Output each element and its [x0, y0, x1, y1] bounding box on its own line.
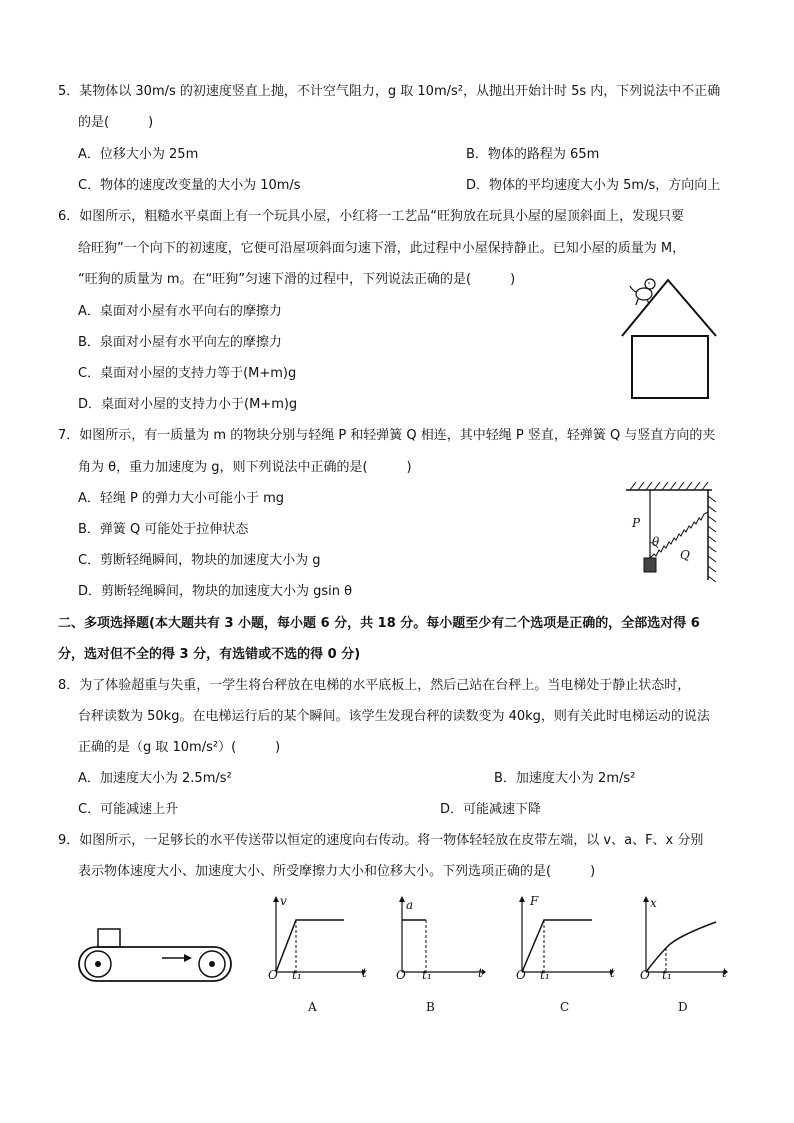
section2-header: 二、多项选择题(本大题共有 3 小题，每小题 6 分，共 18 分。每小题至少有二个选项是正确的，全部选对得 6: [58, 616, 700, 631]
q5-option-c: C．物体的速度改变量的大小为 10m/s: [78, 178, 301, 193]
q7-option-c: C．剪断轻绳瞬间，物块的加速度大小为 g: [78, 553, 321, 568]
q9-stem-cont: 表示物体速度大小、加速度大小、所受摩擦力大小和位移大小。下列选项正确的是( ): [78, 864, 596, 879]
q8-stem-cont2: 正确的是（g 取 10m/s²）( ): [78, 740, 281, 755]
graph-d-option: D: [678, 1000, 688, 1014]
q7-spring-figure: [622, 480, 722, 584]
q8-option-c: C．可能减速上升: [78, 802, 179, 817]
graph-c-ylabel: F: [530, 894, 539, 908]
graph-d-origin: O: [640, 968, 650, 982]
conveyor-belt-figure: [80, 925, 230, 985]
block-m: [644, 558, 656, 572]
graph-a-option: A: [308, 1000, 317, 1014]
q6-option-c: C．桌面对小屋的支持力等于(M+m)g: [78, 366, 297, 381]
q5-stem-cont: 的是( ): [78, 115, 154, 130]
q5-option-b: B．物体的路程为 65m: [466, 147, 600, 162]
house-body: [632, 336, 708, 398]
q5-option-a: A．位移大小为 25m: [78, 147, 199, 162]
graph-b-origin: O: [396, 968, 406, 982]
graph-a-xlabel: t: [362, 966, 367, 980]
q7-option-d: D．剪断轻绳瞬间，物块的加速度大小为 gsin θ: [78, 584, 353, 599]
graph-a: [266, 896, 366, 978]
q6-option-b: B．泉面对小屋有水平向左的摩擦力: [78, 335, 282, 350]
q8-option-a: A．加速度大小为 2.5m/s²: [78, 771, 232, 786]
q5-stem: 5．某物体以 30m/s 的初速度竖直上抛，不计空气阻力，g 取 10m/s²，从抛出开始计时 5s 内，下列说法中不正确: [58, 84, 721, 99]
q8-option-b: B．加速度大小为 2m/s²: [494, 771, 636, 786]
q6-stem-cont: 给旺狗”一个向下的初速度，它便可沿屋项斜面匀速下滑，此过程中小屋保持静止。已知小屋的质量为 M，: [78, 241, 686, 256]
section2-header-cont: 分，选对但不全的得 3 分，有选错或不选的得 0 分): [58, 647, 361, 662]
label-theta: θ: [652, 535, 660, 549]
graph-c-xlabel: t: [610, 966, 615, 980]
q6-house-figure: [618, 270, 722, 400]
graph-b-t1: t₁: [422, 968, 432, 982]
house-roof: [622, 280, 716, 336]
graph-a-ylabel: v: [280, 894, 287, 908]
graph-d-ylabel: x: [650, 896, 657, 910]
q5-option-d: D．物体的平均速度大小为 5m/s，方向向上: [466, 178, 721, 193]
label-p: P: [632, 516, 641, 530]
graph-c-option: C: [560, 1000, 570, 1014]
q6-stem: 6．如图所示，粗糙水平桌面上有一个玩具小屋，小红将一工艺品“旺狗放在玩具小屋的屋顶斜面上，发现只要: [58, 209, 685, 224]
q8-option-d: D．可能减速下降: [440, 802, 542, 817]
graph-b-xlabel: t: [478, 966, 483, 980]
graph-a-origin: O: [268, 968, 278, 982]
q6-option-d: D．桌面对小屋的支持力小于(M+m)g: [78, 397, 298, 412]
graph-c: [516, 896, 616, 978]
object-block: [98, 929, 120, 947]
q8-stem: 8．为了体验超重与失重，一学生将台秤放在电梯的水平底板上，然后己站在台秤上。当电梯处于静止状态时，: [58, 678, 691, 693]
q7-option-a: A．轻绳 P 的弹力大小可能小于 mg: [78, 491, 285, 506]
q7-stem-cont: 角为 θ，重力加速度为 g，则下列说法中正确的是( ): [78, 460, 412, 475]
q9-stem: 9．如图所示，一足够长的水平传送带以恒定的速度向右传动。将一物体轻轻放在皮带左端，以 v、a、F、x 分别: [58, 833, 704, 848]
graph-d-t1: t₁: [662, 968, 672, 982]
q7-stem: 7．如图所示，有一质量为 m 的物块分别与轻绳 P 和轻弹簧 Q 相连，其中轻绳 P 竖直，轻弹簧 Q 与竖直方向的夹: [58, 428, 716, 443]
graph-d-xlabel: t: [722, 966, 727, 980]
q8-stem-cont: 台秤读数为 50kg。在电梯运行后的某个瞬间。该学生发现台秤的读数变为 40kg，则有关此时电梯运动的说法: [78, 709, 710, 724]
q6-option-a: A．桌面对小屋有水平向右的摩擦力: [78, 304, 282, 319]
graph-a-t1: t₁: [292, 968, 302, 982]
q7-option-b: B．弹簧 Q 可能处于拉伸状态: [78, 522, 249, 537]
graph-c-origin: O: [516, 968, 526, 982]
graph-b-ylabel: a: [406, 898, 414, 912]
q6-stem-cont2: “旺狗的质量为 m。在“旺狗”匀速下滑的过程中，下列说法正确的是( ): [78, 272, 516, 287]
graph-c-t1: t₁: [540, 968, 550, 982]
label-q: Q: [680, 548, 690, 562]
graph-b-option: B: [426, 1000, 435, 1014]
